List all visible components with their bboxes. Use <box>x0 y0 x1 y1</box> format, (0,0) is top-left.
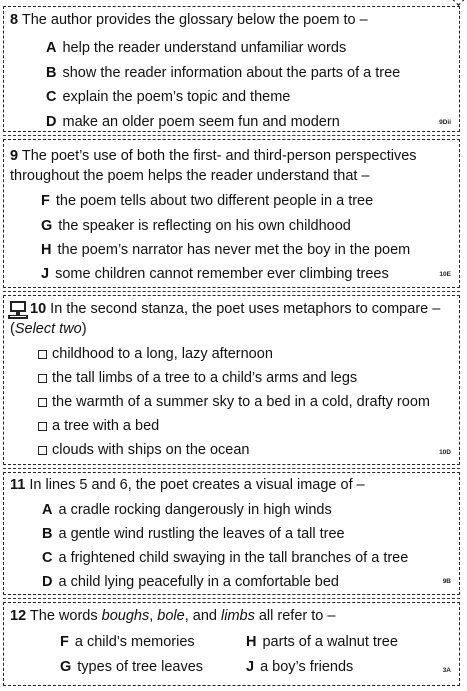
question-8 <box>3 6 460 132</box>
option-letter: G <box>60 659 72 675</box>
standard-code: 10E <box>439 271 451 278</box>
question-11-stem <box>10 474 451 497</box>
option-text: the poem tells about two different people in a tree <box>55 193 374 209</box>
question-11-stem-text: In lines 5 and 6, the poet creates a visual image of – <box>29 477 365 493</box>
answer-option-f[interactable] <box>60 633 195 651</box>
option-text: the warmth of a summer sky to a bed in a cold, drafty room <box>52 394 430 410</box>
option-letter: A <box>46 40 57 56</box>
answer-option-b[interactable] <box>46 64 400 82</box>
stem-close-paren: ) <box>81 321 87 337</box>
option-letter: G <box>41 218 53 234</box>
option-letter: C <box>46 89 57 105</box>
answer-option-f[interactable] <box>41 192 373 210</box>
option-letter: D <box>46 114 57 130</box>
answer-option-c[interactable] <box>46 88 290 106</box>
option-letter: J <box>246 659 255 675</box>
checkbox-icon[interactable] <box>38 350 47 359</box>
checkbox-icon[interactable] <box>38 422 47 431</box>
question-9-stem-line-1: The poet’s use of both the first- and third-person perspectives <box>21 148 417 164</box>
option-text: help the reader understand unfamiliar words <box>62 40 347 56</box>
select-two-instruction: Select two <box>14 321 82 337</box>
option-text: the tall limbs of a tree to a child’s arms and legs <box>52 370 358 386</box>
option-letter: F <box>41 193 50 209</box>
answer-option-a[interactable] <box>46 39 346 57</box>
option-text: a frightened child swaying in the tall branches of a tree <box>58 550 409 566</box>
option-text: make an older poem seem fun and modern <box>62 114 340 130</box>
answer-choice-5[interactable] <box>38 441 250 459</box>
answer-choice-2[interactable] <box>38 369 357 387</box>
option-text: a child’s memories <box>74 634 195 650</box>
answer-option-h[interactable] <box>246 633 398 651</box>
standard-code: 9Dii <box>439 119 451 126</box>
stem-word-bole: bole <box>157 608 185 624</box>
option-text: show the reader information about the parts of a tree <box>62 65 401 81</box>
divider <box>3 135 460 136</box>
answer-choice-3[interactable] <box>38 393 430 411</box>
option-letter: A <box>42 502 53 518</box>
option-text: clouds with ships on the ocean <box>52 442 250 458</box>
answer-choice-1[interactable] <box>38 345 273 363</box>
option-text: types of tree leaves <box>77 659 204 675</box>
option-letter: B <box>46 65 57 81</box>
question-8-stem <box>10 9 451 32</box>
checkbox-icon[interactable] <box>38 446 47 455</box>
answer-option-b[interactable] <box>42 525 345 543</box>
option-text: the speaker is reflecting on his own childhood <box>58 218 351 234</box>
question-12-stem <box>10 605 451 628</box>
option-letter: H <box>41 242 52 258</box>
question-11 <box>3 472 460 595</box>
question-8-stem-text: The author provides the glossary below the poem to – <box>21 12 368 28</box>
divider <box>3 291 460 292</box>
question-10-stem <box>10 299 451 339</box>
standard-code: 9B <box>442 578 451 585</box>
option-text: a boy’s friends <box>260 659 354 675</box>
option-text: childhood to a long, lazy afternoon <box>52 346 273 362</box>
question-12 <box>3 602 460 686</box>
option-text: a child lying peacefully in a comfortable bed <box>58 574 339 590</box>
question-12-number: 12 <box>10 608 27 624</box>
answer-option-a[interactable] <box>42 501 332 519</box>
answer-option-d[interactable] <box>42 573 339 591</box>
answer-option-g[interactable] <box>41 217 351 235</box>
answer-option-j[interactable] <box>41 265 389 283</box>
stem-text: all refer to – <box>254 608 336 624</box>
option-text: parts of a walnut tree <box>262 634 398 650</box>
question-8-number: 8 <box>10 12 19 28</box>
answer-option-c[interactable] <box>42 549 408 567</box>
option-letter: F <box>60 634 69 650</box>
answer-choice-4[interactable] <box>38 417 159 435</box>
option-letter: J <box>41 266 50 282</box>
option-text: explain the poem’s topic and theme <box>62 89 291 105</box>
checkbox-icon[interactable] <box>38 374 47 383</box>
option-letter: D <box>42 574 53 590</box>
question-9-stem-line-2: throughout the poem helps the reader understand that – <box>10 168 370 184</box>
question-9-stem <box>10 146 451 186</box>
question-10-number: 10 <box>30 301 47 317</box>
stem-open-paren: ( <box>10 321 15 337</box>
answer-option-h[interactable] <box>41 241 410 259</box>
standard-code: 10D <box>439 449 451 456</box>
checkbox-icon[interactable] <box>38 398 47 407</box>
stem-word-limbs: limbs <box>221 608 255 624</box>
answer-option-d[interactable] <box>46 113 340 131</box>
question-10 <box>3 295 460 465</box>
question-11-number: 11 <box>10 477 26 493</box>
question-9-number: 9 <box>10 148 19 164</box>
option-text: a tree with a bed <box>52 418 160 434</box>
stem-word-boughs: boughs <box>101 608 150 624</box>
option-text: a cradle rocking dangerously in high winds <box>58 502 332 518</box>
option-letter: C <box>42 550 53 566</box>
divider <box>3 468 460 469</box>
option-text: the poem’s narrator has never met the boy in the poem <box>57 242 411 258</box>
question-10-stem-line-1: In the second stanza, the poet uses metaphors to compare – <box>50 301 441 317</box>
divider <box>3 598 460 599</box>
stem-text: , <box>149 608 158 624</box>
stem-text: The words <box>29 608 102 624</box>
corner-mark <box>452 0 465 6</box>
question-9 <box>3 139 460 288</box>
option-text: a gentle wind rustling the leaves of a tall tree <box>58 526 345 542</box>
stem-text: , and <box>184 608 221 624</box>
option-letter: H <box>246 634 257 650</box>
option-letter: B <box>42 526 53 542</box>
answer-option-g[interactable] <box>60 658 203 676</box>
answer-option-j[interactable] <box>246 658 353 676</box>
standard-code: 3A <box>442 667 451 674</box>
option-text: some children cannot remember ever climbing trees <box>55 266 389 282</box>
